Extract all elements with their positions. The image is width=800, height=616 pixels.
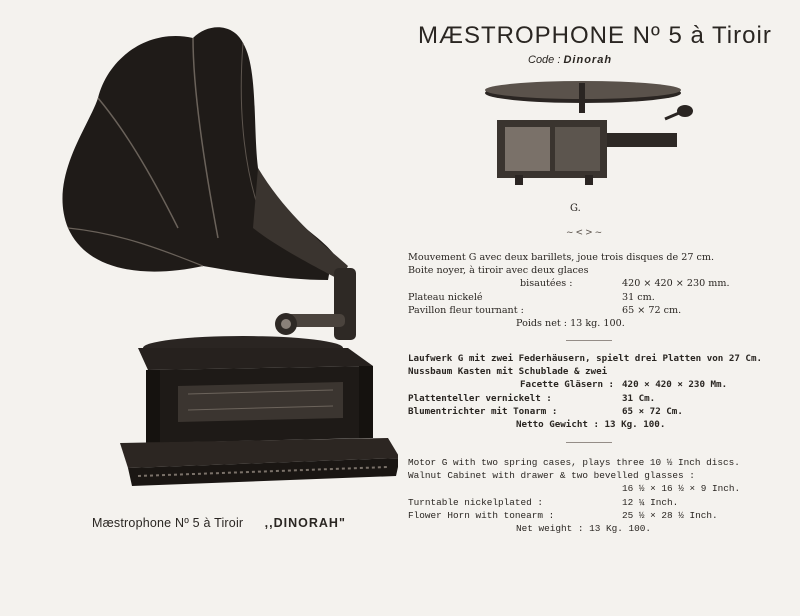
de-gewicht: Netto Gewicht : 13 Kg. 100. [516, 418, 666, 430]
caption-model: Mæstrophone Nº 5 à Tiroir [92, 516, 244, 530]
en-horn-value: 25 ½ × 28 ½ Inch. [622, 509, 718, 521]
en-line2: Walnut Cabinet with drawer & two bevelled glasses : [408, 470, 695, 482]
en-line1: Motor G with two spring cases, plays three 10 ½ Inch discs. [408, 457, 740, 468]
movement-illustration [475, 75, 695, 193]
en-cabinet-value: 16 ½ × 16 ½ × 9 Inch. [622, 483, 741, 495]
de-trichter-label: Blumentrichter mit Tonarm : [408, 405, 558, 417]
fr-line1: Mouvement G avec deux barillets, joue trois disques de 27 cm. [408, 252, 715, 263]
de-line2: Nussbaum Kasten mit Schublade & zwei [408, 366, 608, 378]
fr-poids: Poids net : 13 kg. 100. [516, 317, 625, 329]
de-facette-label: Facette Gläsern : [520, 379, 615, 391]
fr-bisautees-label: bisautées : [520, 278, 573, 290]
separator-1 [566, 340, 612, 341]
gramophone-illustration [28, 18, 398, 496]
de-trichter-value: 65 × 72 Cm. [622, 405, 683, 417]
en-turntable-value: 12 ¼ Inch. [622, 496, 679, 508]
code-label: Code : [528, 54, 561, 66]
de-line1: Laufwerk G mit zwei Federhäusern, spielt drei Platten von 27 Cm. [408, 353, 763, 364]
en-weight: Net weight : 13 Kg. 100. [516, 522, 652, 534]
en-horn-label: Flower Horn with tonearm : [408, 509, 555, 521]
separator-ornament: ~<>~ [566, 228, 605, 238]
de-teller-value: 31 Cm. [622, 392, 656, 404]
de-facette-value: 420 × 420 × 230 Mm. [622, 379, 728, 391]
fr-bisautees-value: 420 × 420 × 230 mm. [622, 278, 730, 290]
english-specs [408, 456, 768, 535]
separator-2 [566, 442, 612, 443]
figure-label: G. [570, 203, 581, 214]
fr-plateau-value: 31 cm. [622, 291, 655, 303]
fr-plateau-label: Plateau nickelé [408, 291, 483, 303]
illustration-caption [92, 516, 372, 530]
caption-name: ,,DINORAH" [264, 516, 346, 530]
fr-pavillon-value: 65 × 72 cm. [622, 304, 682, 316]
code-line [528, 54, 612, 66]
fr-line2: Boite noyer, à tiroir avec deux glaces [408, 265, 589, 277]
german-specs [408, 352, 768, 431]
de-teller-label: Plattenteller vernickelt : [408, 392, 552, 404]
french-specs [408, 251, 768, 330]
en-turntable-label: Turntable nickelplated : [408, 496, 544, 508]
code-value: Dinorah [563, 54, 613, 66]
page-title: MÆSTROPHONE Nº 5 à Tiroir [418, 22, 772, 49]
fr-pavillon-label: Pavillon fleur tournant : [408, 304, 524, 316]
